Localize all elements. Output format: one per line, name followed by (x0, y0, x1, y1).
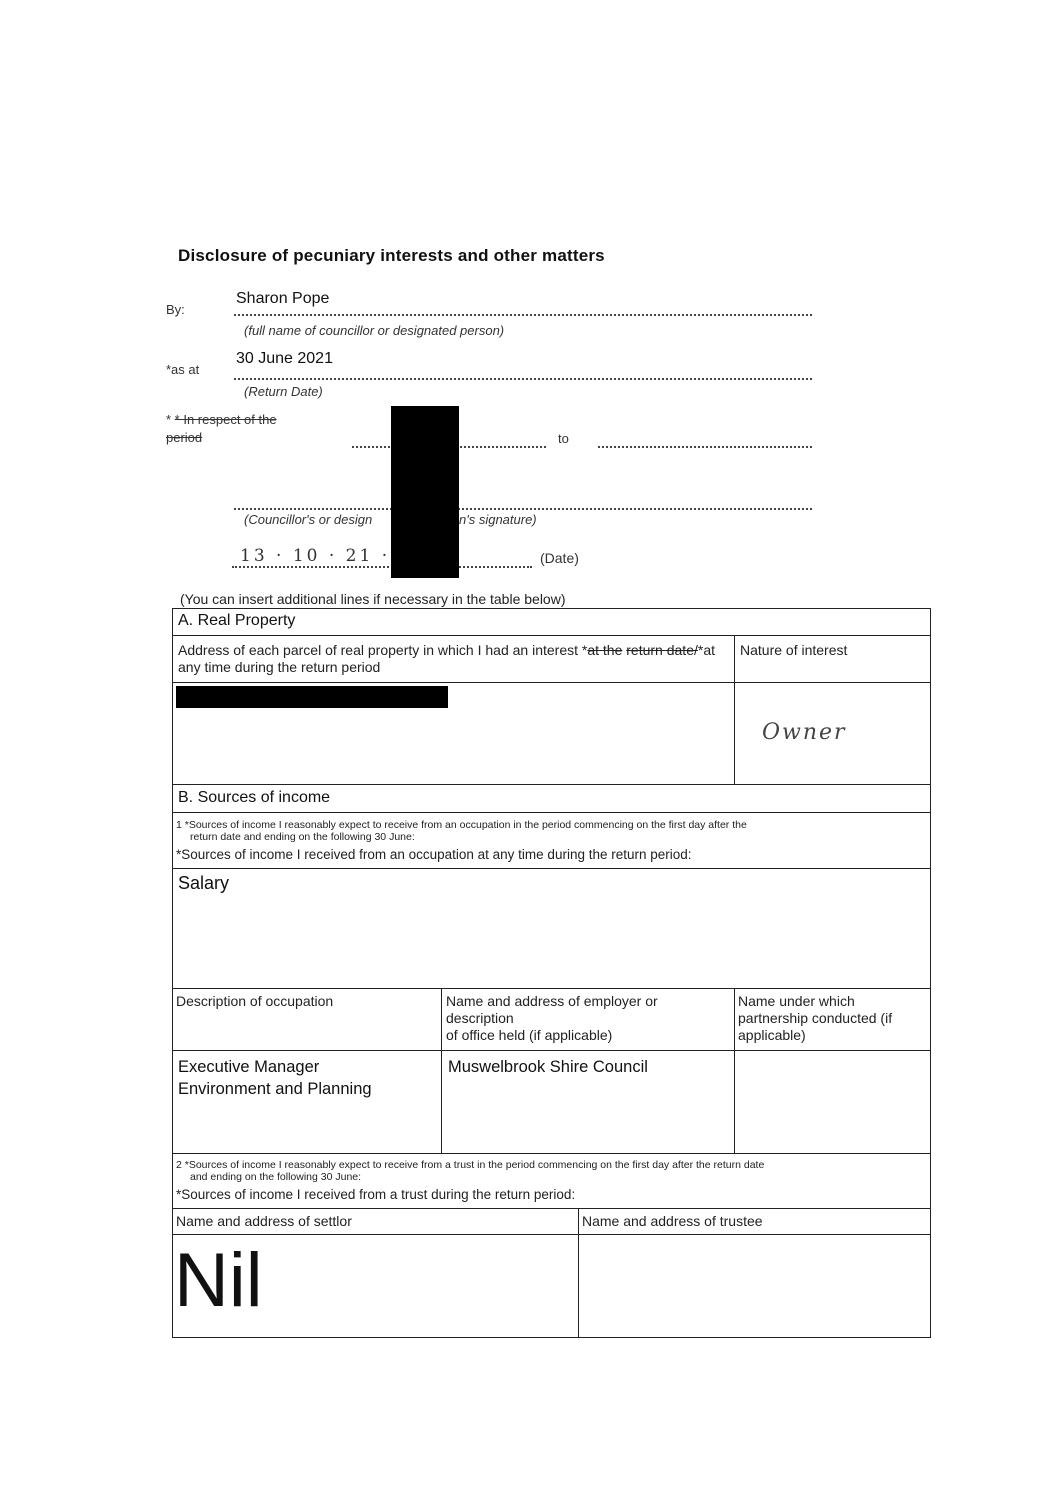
occupation-note-line2: return date and ending on the following 30 June: (190, 831, 415, 843)
occupation-column-divider-1 (441, 988, 442, 1153)
table-border-right (930, 608, 931, 1338)
real-property-heading: A. Real Property (178, 612, 296, 629)
occupation-note-line1: 1 *Sources of income I reasonably expect to receive from an occupation in the period commencing on the first day after the (176, 819, 747, 831)
table-border-left (172, 608, 173, 1338)
date-dotted-line (232, 566, 532, 568)
trust-note-line2: and ending on the following 30 June: (190, 1171, 362, 1183)
name-dotted-line (234, 314, 812, 316)
signature-redaction (391, 406, 459, 578)
name-caption: (full name of councillor or designated person) (244, 323, 505, 338)
settlor-header: Name and address of settlor (176, 1213, 352, 1229)
employer-header: Name and address of employer or description of office held (if applicable) (446, 993, 658, 1043)
as-at-label: *as at (166, 362, 200, 377)
real-property-column-divider (734, 635, 735, 784)
occupation-description-header: Description of occupation (176, 993, 334, 1009)
partnership-header: Name under which partnership conducted (if applicable) (738, 993, 893, 1043)
occupation-column-divider-2 (734, 988, 735, 1153)
councillor-name: Sharon Pope (236, 290, 330, 307)
signature-dotted-line (234, 508, 812, 510)
occupation-income-value: Salary (178, 873, 230, 893)
return-date-dotted-line (234, 378, 812, 380)
real-property-bottom-rule (172, 784, 931, 785)
trust-note-line3: *Sources of income I received from a trust during the return period: (176, 1187, 576, 1202)
trustee-header: Name and address of trustee (582, 1213, 763, 1229)
occupation-note-line3: *Sources of income I received from an occupation at any time during the return period: (176, 847, 692, 862)
period-to-label: to (558, 431, 569, 446)
nature-of-interest-header: Nature of interest (740, 642, 848, 658)
signature-caption-right: n's signature) (459, 512, 537, 527)
table-note: (You can insert additional lines if necessary in the table below) (180, 591, 566, 607)
period-to-dotted-line (598, 446, 812, 448)
date-caption: (Date) (540, 550, 579, 566)
return-date-caption: (Return Date) (244, 384, 323, 399)
income-heading-rule (172, 812, 931, 813)
trust-note-line1: 2 *Sources of income I reasonably expect to receive from a trust in the period commencing on the first day after the return date (176, 1159, 765, 1171)
trust-header-rule (172, 1234, 931, 1235)
real-property-header-rule (172, 682, 931, 683)
table-top-border (172, 608, 931, 609)
settlor-value: Nil (174, 1238, 263, 1323)
trust-note-rule (172, 1208, 931, 1209)
signature-caption-left: (Councillor's or design (244, 512, 373, 527)
period-label-line2: period (166, 430, 203, 445)
document-title: Disclosure of pecuniary interests and other matters (178, 246, 605, 265)
address-redaction (176, 686, 448, 708)
return-date-value: 30 June 2021 (236, 350, 333, 367)
by-label: By: (166, 302, 185, 317)
salary-cell-rule (172, 988, 931, 989)
signed-date-handwritten: 13 · 10 · 21 · (240, 546, 391, 566)
occupation-values-rule (172, 1153, 931, 1154)
employer-value: Muswelbrook Shire Council (448, 1058, 648, 1076)
income-heading: B. Sources of income (178, 789, 331, 806)
real-property-heading-rule (172, 635, 931, 636)
occupation-header-rule (172, 1050, 931, 1051)
table-bottom-border (172, 1337, 931, 1338)
nature-of-interest-value: Owner (762, 720, 847, 745)
trust-column-divider (578, 1208, 579, 1337)
occupation-description-value: Executive Manager Environment and Planning (178, 1058, 372, 1098)
period-label-line1: * * In respect of the (166, 412, 277, 427)
occupation-note-rule (172, 868, 931, 869)
real-property-address-header: Address of each parcel of real property in which I had an interest *at the return date/*at any time during the return period (178, 642, 715, 675)
